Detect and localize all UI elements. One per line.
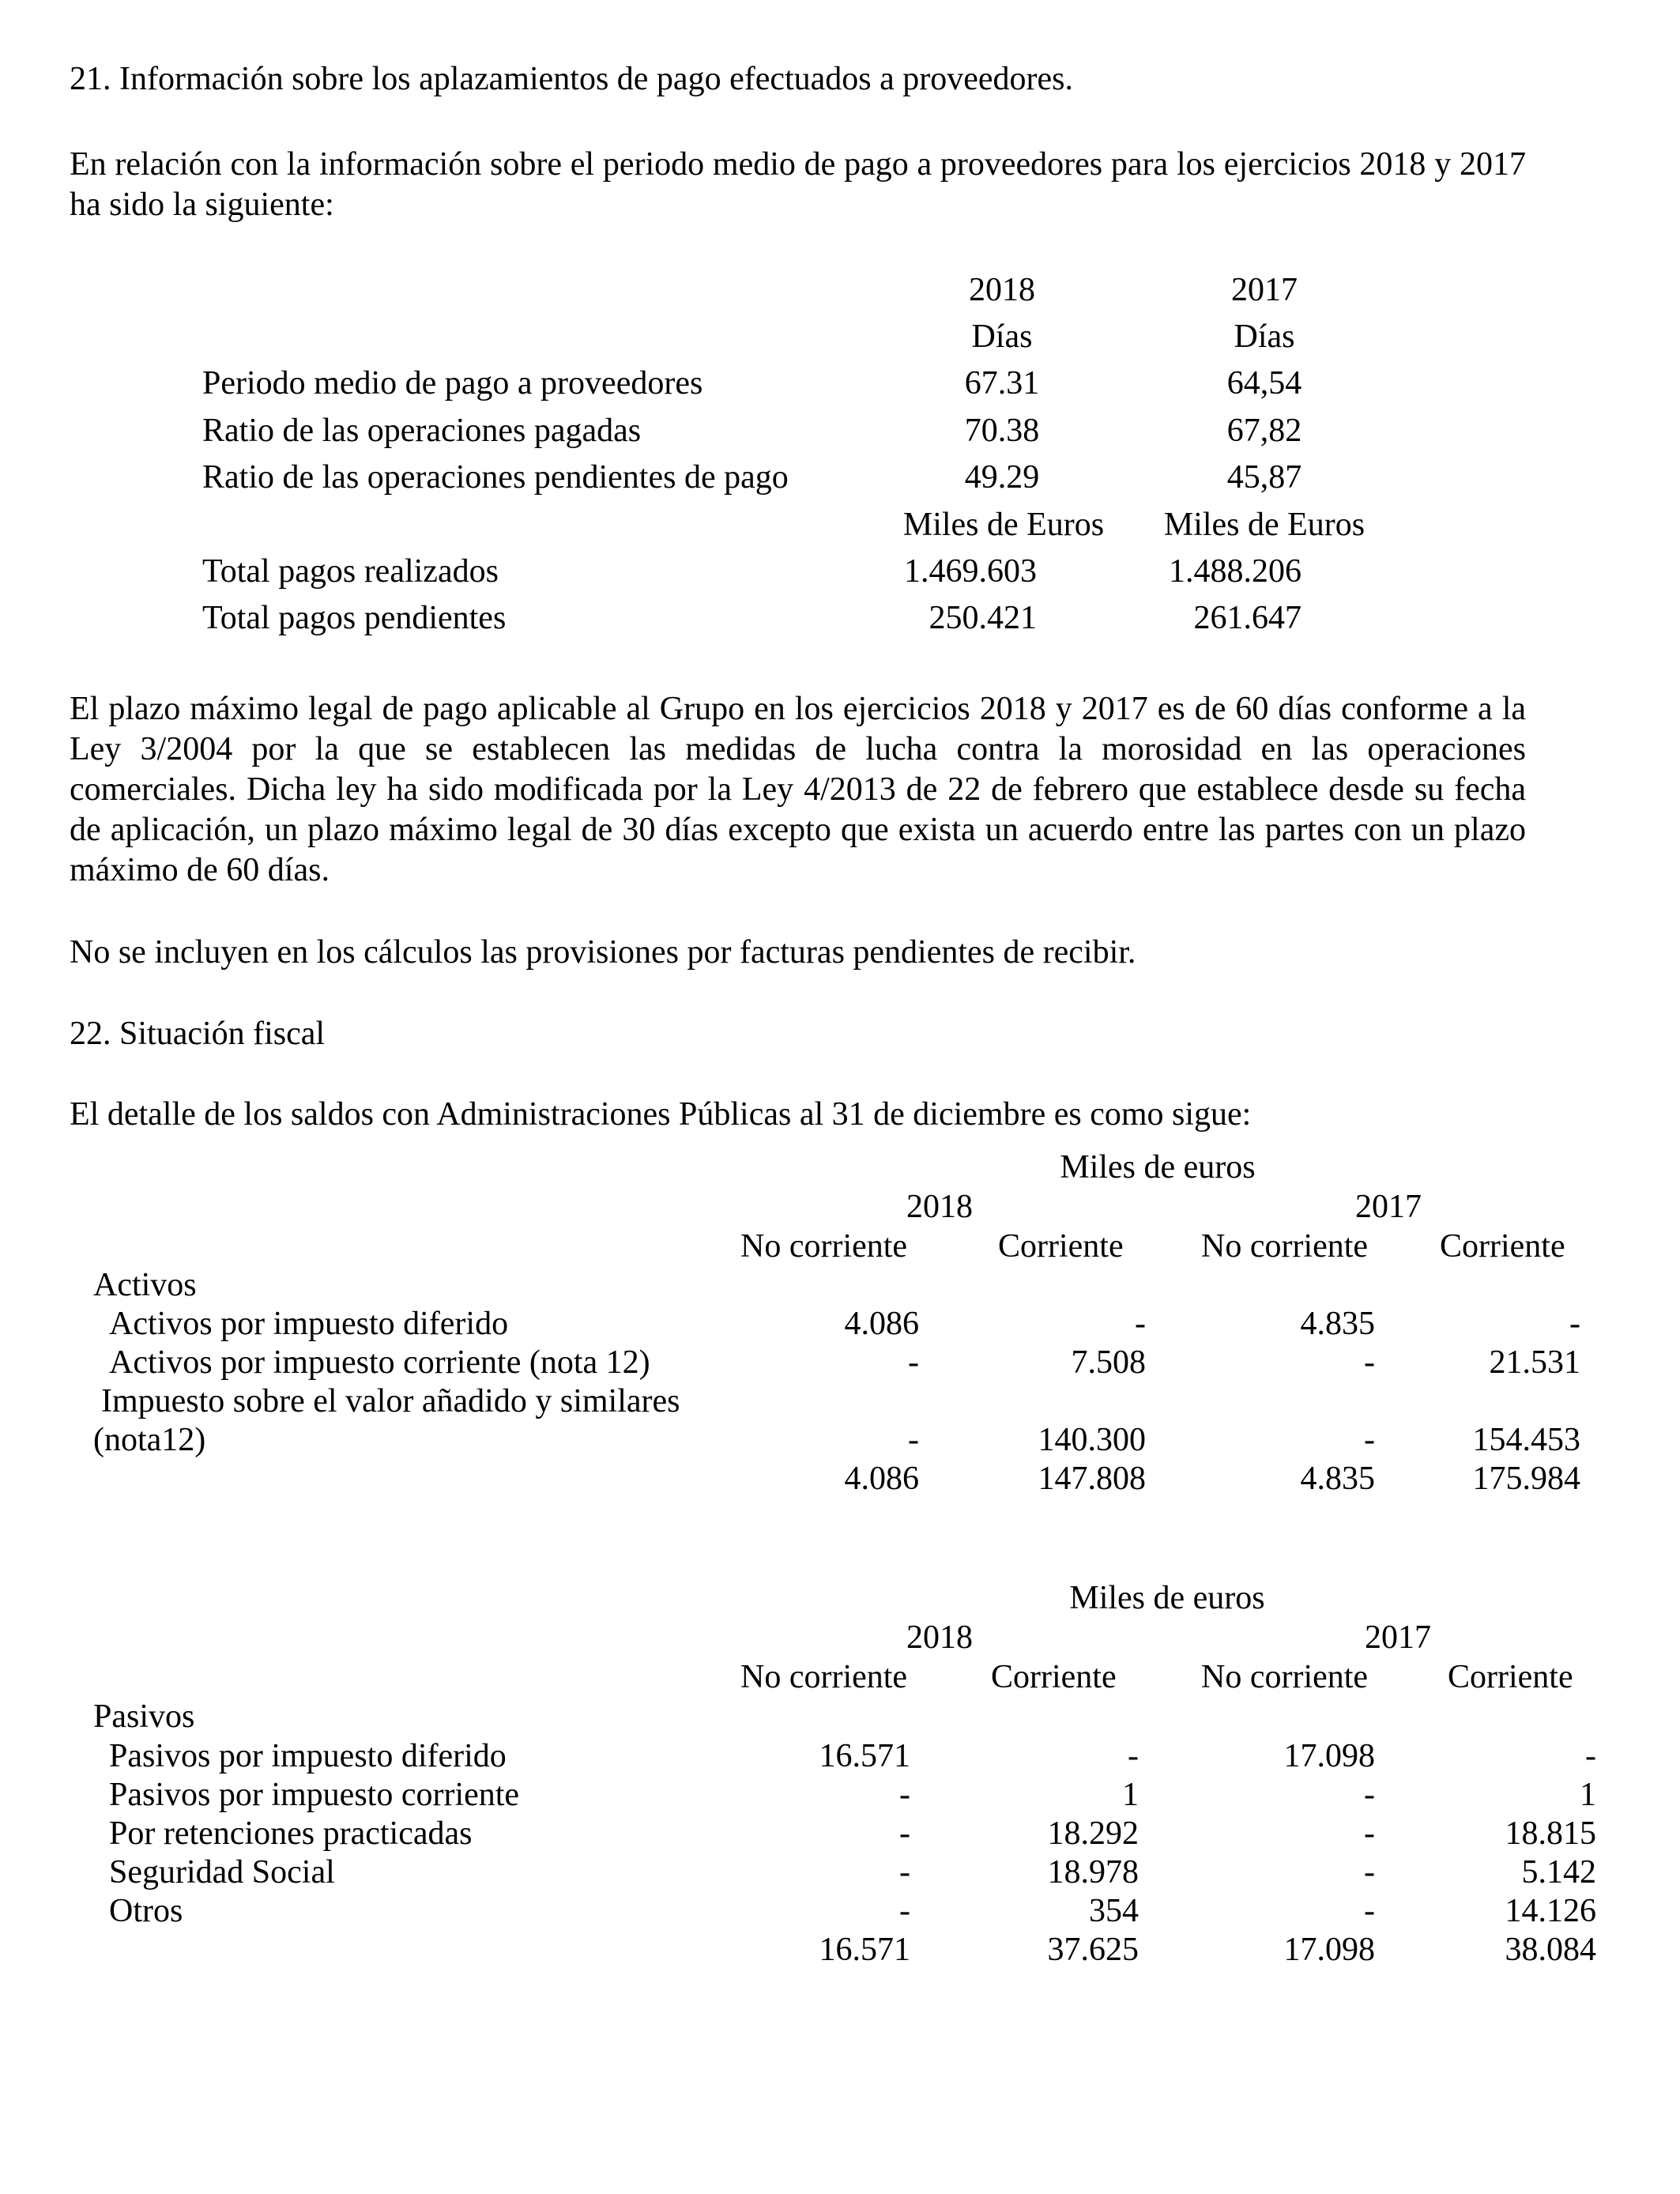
cell: 354 (1089, 1893, 1139, 1929)
year-2018-header: 2018 (969, 272, 1035, 308)
value-2017: 1.488.206 (1169, 553, 1301, 590)
cell: - (1128, 1738, 1139, 1774)
cell: - (1364, 1777, 1375, 1813)
total-cell: 4.835 (1300, 1461, 1375, 1497)
cell: - (899, 1815, 910, 1852)
total-cell: 37.625 (1047, 1932, 1139, 1968)
cell: 154.453 (1472, 1422, 1580, 1458)
value-2018: 49.29 (964, 459, 1040, 496)
cell: - (1364, 1854, 1375, 1891)
row-label: Impuesto sobre el valor añadido y similares (101, 1383, 680, 1419)
cell: 4.086 (844, 1306, 919, 1342)
year-2017-header: 2017 (1365, 1619, 1431, 1656)
row-label: Pasivos por impuesto corriente (109, 1777, 520, 1813)
cell: - (899, 1854, 910, 1891)
cell: 1 (1122, 1777, 1139, 1813)
cell: 18.815 (1505, 1815, 1596, 1852)
col-corriente-2017: Corriente (1440, 1228, 1565, 1265)
value-2017: 64,54 (1226, 365, 1302, 401)
legal-term-paragraph: El plazo máximo legal de pago aplicable al Grupo en los ejercicios 2018 y 2017 es de 60 días conforme a la Ley 3/2004 por la que se establecen las medidas de lucha contra la morosidad en las operaciones comerciales. Dicha ley ha sido modificada por la Ley 4/2013 de 22 de febrero que establece desde su fecha de aplicación, un plazo máximo legal de 30 días excepto que exista un acuerdo entre las partes con un plazo máximo de 60 días. (70, 691, 1526, 888)
unit-header: Miles de euros (1069, 1580, 1265, 1616)
total-cell: 38.084 (1505, 1932, 1596, 1968)
total-cell: 147.808 (1038, 1461, 1146, 1497)
group-label: Pasivos (93, 1698, 195, 1735)
col-corriente-2018: Corriente (998, 1228, 1124, 1265)
section-22-intro: El detalle de los saldos con Administraciones Públicas al 31 de diciembre es como sigue: (70, 1096, 1252, 1133)
section-22-heading: 22. Situación fiscal (70, 1016, 326, 1052)
row-label: Ratio de las operaciones pendientes de pago (202, 459, 789, 496)
cell: - (908, 1422, 919, 1458)
value-2017: 67,82 (1226, 413, 1302, 449)
section-21-intro: En relación con la información sobre el periodo medio de pago a proveedores para los ejercicios 2018 y 2017 ha sido la siguiente: (70, 146, 1526, 223)
row-label: Total pagos pendientes (202, 600, 507, 636)
total-cell: 16.571 (819, 1932, 910, 1968)
section-21-heading: 21. Información sobre los aplazamientos de pago efectuados a proveedores. (70, 61, 1074, 97)
cell: - (1364, 1344, 1375, 1381)
total-cell: 17.098 (1283, 1932, 1375, 1968)
unit-header: Miles de euros (1060, 1149, 1256, 1186)
col-no-corriente-2018: No corriente (740, 1228, 908, 1265)
row-label: Activos por impuesto corriente (nota 12) (109, 1344, 650, 1381)
cell: 18.292 (1047, 1815, 1139, 1852)
cell: - (899, 1893, 910, 1929)
provisions-note: No se incluyen en los cálculos las provisiones por facturas pendientes de recibir. (70, 934, 1136, 971)
value-2018: 67.31 (964, 365, 1040, 401)
value-2018: 250.421 (929, 600, 1037, 636)
year-2018-header: 2018 (906, 1619, 973, 1656)
value-2017: 261.647 (1193, 600, 1301, 636)
col-no-corriente-2018: No corriente (740, 1659, 908, 1695)
unit-euros-2018: Miles de Euros (902, 507, 1105, 543)
total-cell: 4.086 (844, 1461, 919, 1497)
row-label: Pasivos por impuesto diferido (109, 1738, 507, 1774)
row-label: Por retenciones practicadas (109, 1815, 473, 1852)
cell: - (1569, 1306, 1580, 1342)
row-label: Activos por impuesto diferido (109, 1306, 509, 1342)
row-label: Seguridad Social (109, 1854, 335, 1891)
cell: 1 (1580, 1777, 1596, 1813)
value-2018: 1.469.603 (904, 553, 1037, 590)
cell: 7.508 (1071, 1344, 1146, 1381)
row-label-continued: (nota12) (93, 1422, 206, 1458)
cell: - (1364, 1422, 1375, 1458)
unit-days-2018: Días (971, 319, 1033, 355)
row-label: Ratio de las operaciones pagadas (202, 413, 642, 449)
unit-days-2017: Días (1234, 319, 1295, 355)
cell: 18.978 (1047, 1854, 1139, 1891)
year-2017-header: 2017 (1355, 1189, 1422, 1225)
unit-euros-2017: Miles de Euros (1163, 507, 1365, 543)
row-label: Periodo medio de pago a proveedores (202, 365, 703, 401)
cell: - (1135, 1306, 1146, 1342)
cell: - (899, 1777, 910, 1813)
value-2017: 45,87 (1226, 459, 1302, 496)
cell: 17.098 (1283, 1738, 1375, 1774)
cell: - (1585, 1738, 1596, 1774)
col-corriente-2017: Corriente (1448, 1659, 1573, 1695)
cell: 4.835 (1300, 1306, 1375, 1342)
cell: 16.571 (819, 1738, 910, 1774)
value-2018: 70.38 (964, 413, 1040, 449)
cell: 21.531 (1489, 1344, 1580, 1381)
row-label: Otros (109, 1893, 183, 1929)
cell: - (1364, 1893, 1375, 1929)
cell: 5.142 (1521, 1854, 1596, 1891)
cell: - (908, 1344, 919, 1381)
year-2017-header: 2017 (1231, 272, 1298, 308)
total-cell: 175.984 (1472, 1461, 1580, 1497)
col-no-corriente-2017: No corriente (1201, 1659, 1369, 1695)
cell: - (1364, 1815, 1375, 1852)
col-no-corriente-2017: No corriente (1201, 1228, 1369, 1265)
cell: 140.300 (1038, 1422, 1146, 1458)
cell: 14.126 (1505, 1893, 1596, 1929)
group-label: Activos (93, 1267, 197, 1303)
row-label: Total pagos realizados (202, 553, 499, 590)
col-corriente-2018: Corriente (991, 1659, 1117, 1695)
year-2018-header: 2018 (906, 1189, 973, 1225)
